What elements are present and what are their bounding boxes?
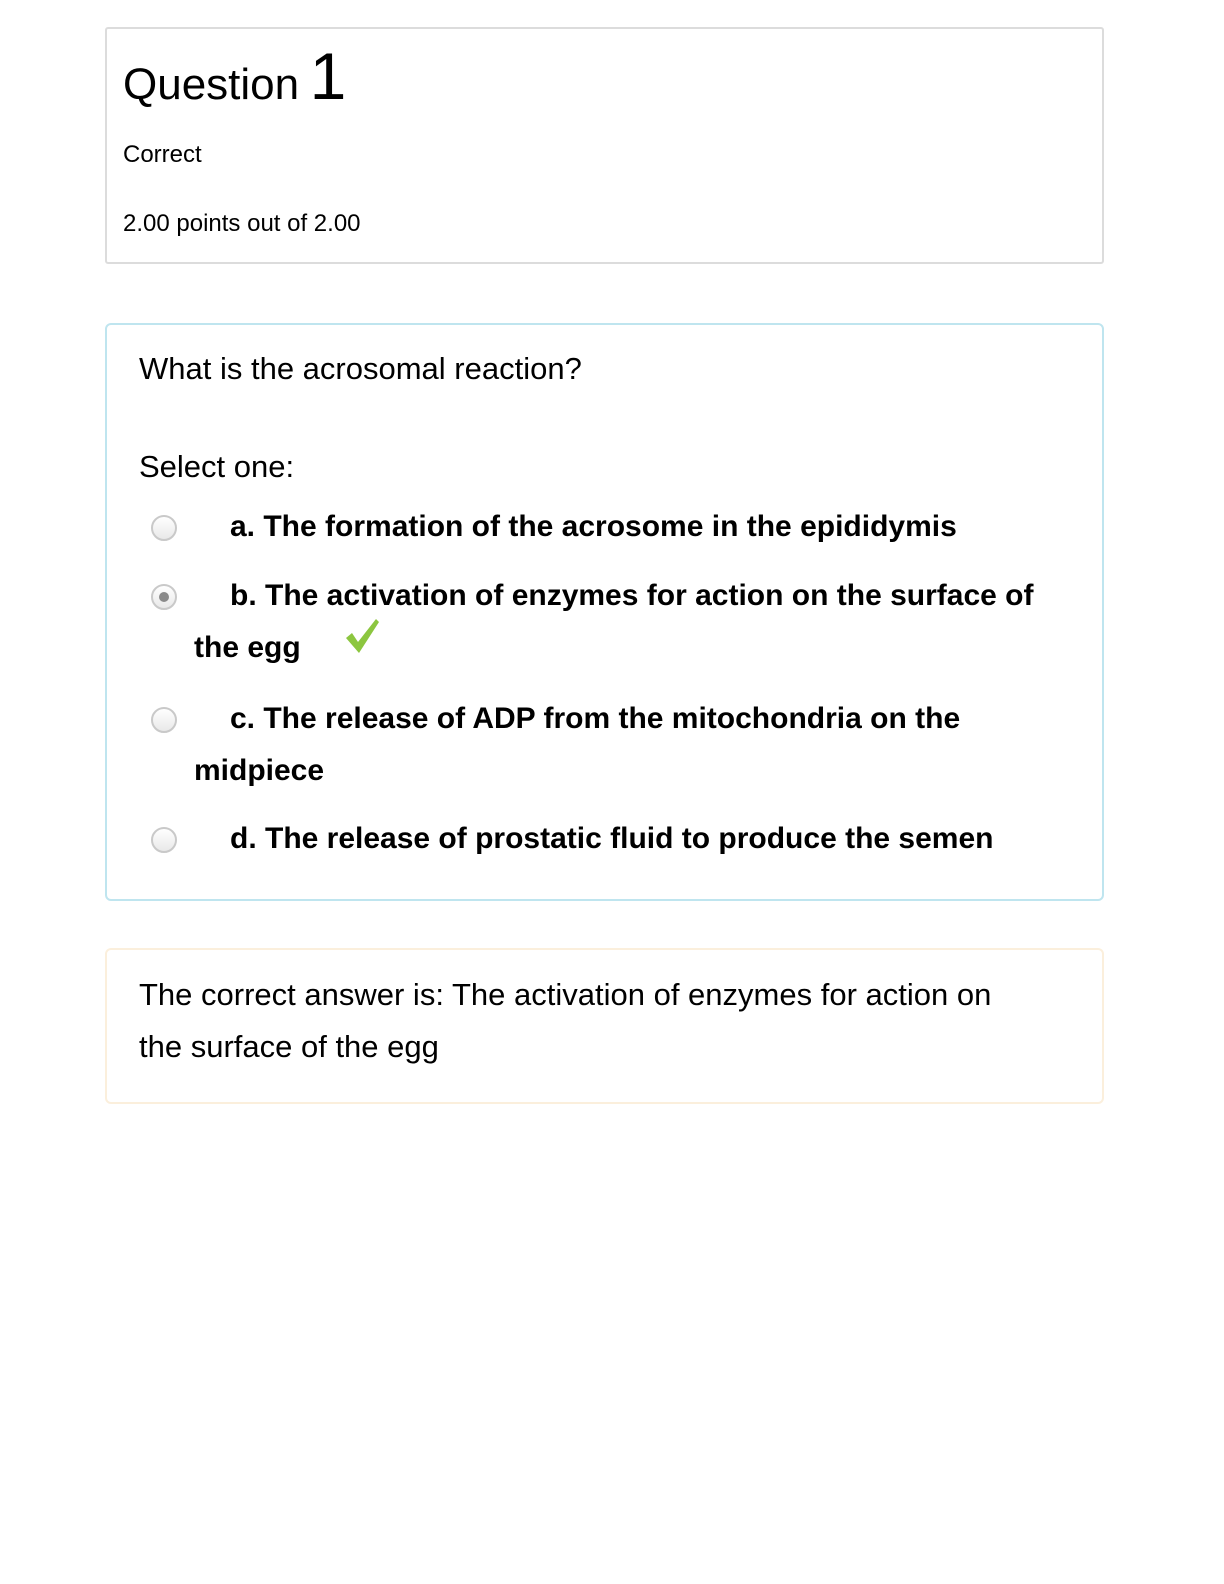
question-info-panel (105, 27, 1104, 264)
select-one-prompt: Select one: (139, 449, 295, 484)
option-text-b: b. The activation of enzymes for action on the surface of the egg (194, 579, 1034, 664)
option-label-c[interactable] (194, 693, 1044, 797)
correct-answer-text: The correct answer is: The activation of enzymes for action on the surface of the egg (139, 977, 992, 1064)
radio-option-d[interactable] (151, 827, 177, 853)
question-word: Question (123, 60, 300, 109)
question-content-panel (105, 323, 1104, 901)
radio-option-c[interactable] (151, 707, 177, 733)
feedback-panel (105, 948, 1104, 1104)
option-text-a: a. The formation of the acrosome in the epididymis (230, 510, 957, 543)
question-grade: 2.00 points out of 2.00 (123, 210, 361, 237)
option-text-c: c. The release of ADP from the mitochondria on the midpiece (194, 702, 961, 787)
radio-option-a[interactable] (151, 515, 177, 541)
question-number: 1 (309, 39, 347, 113)
option-label-b[interactable] (194, 570, 1044, 674)
question-state: Correct (123, 141, 202, 168)
option-label-a[interactable] (194, 501, 1044, 553)
question-text: What is the acrosomal reaction? (139, 351, 582, 386)
check-icon (307, 617, 381, 672)
radio-option-b[interactable] (151, 584, 177, 610)
option-label-d[interactable] (194, 813, 1044, 865)
question-title (123, 39, 347, 113)
option-text-d: d. The release of prostatic fluid to produce the semen (230, 822, 994, 855)
